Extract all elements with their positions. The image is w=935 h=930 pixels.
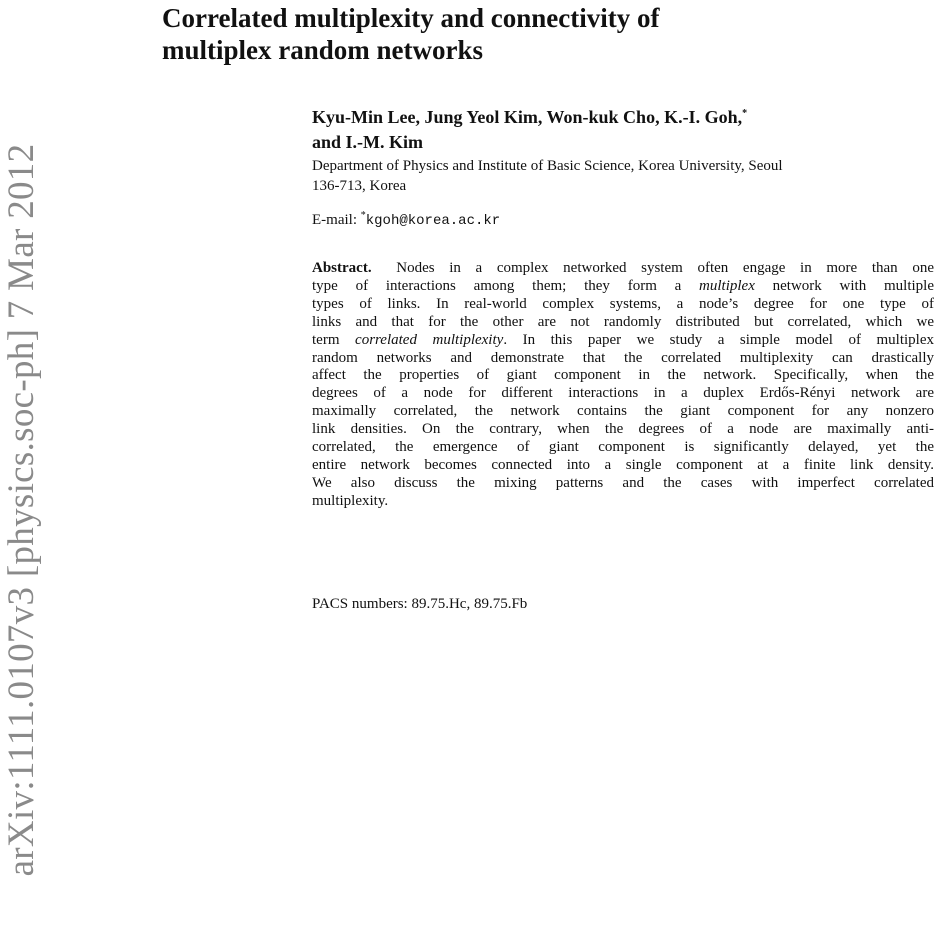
abstract-line [312,314,934,332]
abstract-text: entire network becomes connected into a single component at a finite link density. [312,456,934,473]
email-mark: * [360,210,366,221]
abstract-text: term [312,331,356,348]
abstract-line [312,278,934,296]
abstract-text: links and that for the other are not randomly distributed but correlated, which we [312,313,934,330]
abstract-text: Nodes in a complex networked system often engage in more than one [396,260,934,276]
abstract-line [312,421,934,439]
abstract-text: type of interactions among them; they form a [312,277,700,294]
abstract-text: multiplexity. [312,492,389,509]
abstract-line [312,439,934,457]
abstract-text: link densities. On the contrary, when the degrees of a node are maximally anti- [312,421,934,438]
abstract-text: random networks and demonstrate that the correlated multiplexity can drastically [312,349,934,366]
abstract [312,260,934,511]
abstract-emphasis: correlated multiplexity [355,331,504,348]
abstract-line [312,457,934,475]
abstract-line [312,296,934,314]
abstract-text: affect the properties of giant component in the network. Specifically, when the [312,367,934,384]
abstract-line [312,403,934,421]
title-line: Correlated multiplexity and connectivity of [162,3,660,33]
authors-line: Kyu-Min Lee, Jung Yeol Kim, Won-kuk Cho, K.-I. Goh, [312,107,743,127]
abstract-text: correlated, the emergence of giant component is significantly delayed, yet the [312,439,934,456]
abstract-text: types of links. In real-world complex systems, a node’s degree for one type of [312,295,934,312]
title-line: multiplex random networks [162,35,484,65]
author-list [312,101,747,155]
abstract-heading: Abstract. [312,260,372,276]
email-address[interactable]: kgoh@korea.ac.kr [365,213,501,229]
abstract-line [312,350,934,368]
affiliation-line: Department of Physics and Institute of Basic Science, Korea University, Seoul [312,158,783,174]
affiliation-line: 136-713, Korea [312,178,407,194]
abstract-text: We also discuss the mixing patterns and the cases with imperfect correlated [312,474,934,491]
authors-line: and I.-M. Kim [312,132,424,152]
arxiv-stamp: arXiv:1111.0107v3 [physics.soc-ph] 7 Mar 2012 [1,143,42,877]
email-label: E-mail: [312,212,361,228]
abstract-line [312,367,934,385]
affiliation [312,156,783,196]
abstract-line [312,475,934,493]
abstract-text: degrees of a node for different interactions in a duplex Erdős-Rényi network are [312,385,934,402]
corresponding-mark: * [742,108,748,119]
abstract-line [312,493,934,511]
abstract-emphasis: multiplex [699,277,755,294]
abstract-line [312,260,934,278]
abstract-text: . In this paper we study a simple model of multiplex [503,331,934,348]
abstract-text: maximally correlated, the network contains the giant component for any nonzero [312,403,934,420]
pacs-numbers: PACS numbers: 89.75.Hc, 89.75.Fb [312,596,528,612]
abstract-line [312,385,934,403]
abstract-line [312,332,934,350]
abstract-text: network with multiple [754,277,934,294]
email [312,206,500,231]
paper-title [162,2,659,66]
